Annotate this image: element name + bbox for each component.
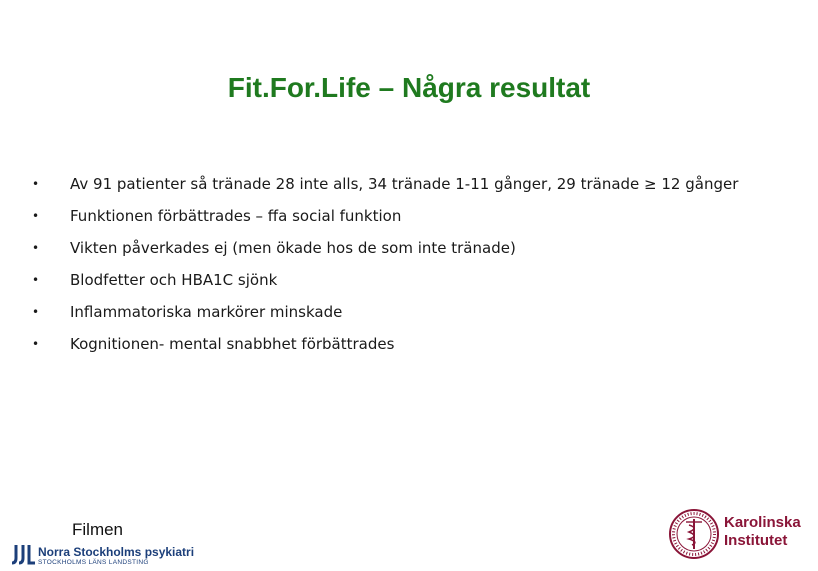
- bullet-text: Vikten påverkades ej (men ökade hos de som inte tränade): [70, 239, 516, 257]
- film-link[interactable]: Filmen: [72, 520, 124, 539]
- ki-logo-line2: Institutet: [724, 532, 788, 549]
- bullet-item: [32, 234, 792, 262]
- bullet-item: [32, 202, 792, 230]
- nsp-logo-subtitle: STOCKHOLMS LÄNS LANDSTING: [38, 559, 149, 566]
- bullet-item: [32, 330, 792, 358]
- bullet-text: Blodfetter och HBA1C sjönk: [70, 271, 278, 289]
- bullet-text: Kognitionen- mental snabbhet förbättrades: [70, 335, 395, 353]
- bullet-text: Funktionen förbättrades – ffa social funktion: [70, 207, 402, 225]
- bullet-marker: •: [32, 209, 40, 223]
- bullet-item: [32, 170, 792, 198]
- bullet-marker: •: [32, 305, 40, 319]
- ki-logo-line1: Karolinska: [724, 514, 801, 531]
- bullet-marker: •: [32, 337, 40, 351]
- bullet-marker: •: [32, 273, 40, 287]
- bullet-text: Av 91 patienter så tränade 28 inte alls, 34 tränade 1-11 gånger, 29 tränade ≥ 12 gånger: [70, 175, 739, 193]
- norra-stockholms-psykiatri-logo: [10, 544, 195, 568]
- bullet-list: [32, 170, 792, 362]
- bullet-item: [32, 298, 792, 326]
- bullet-marker: •: [32, 177, 40, 191]
- slide-title: Fit.For.Life – Några resultat: [227, 72, 591, 103]
- karolinska-institutet-logo: [668, 508, 808, 560]
- bullet-item: [32, 266, 792, 294]
- nsp-logo-icon: [10, 544, 36, 566]
- bullet-text: Inflammatoriska markörer minskade: [70, 303, 343, 321]
- ki-seal-icon: [668, 508, 720, 560]
- bullet-marker: •: [32, 241, 40, 255]
- nsp-logo-name: Norra Stockholms psykiatri: [38, 545, 195, 559]
